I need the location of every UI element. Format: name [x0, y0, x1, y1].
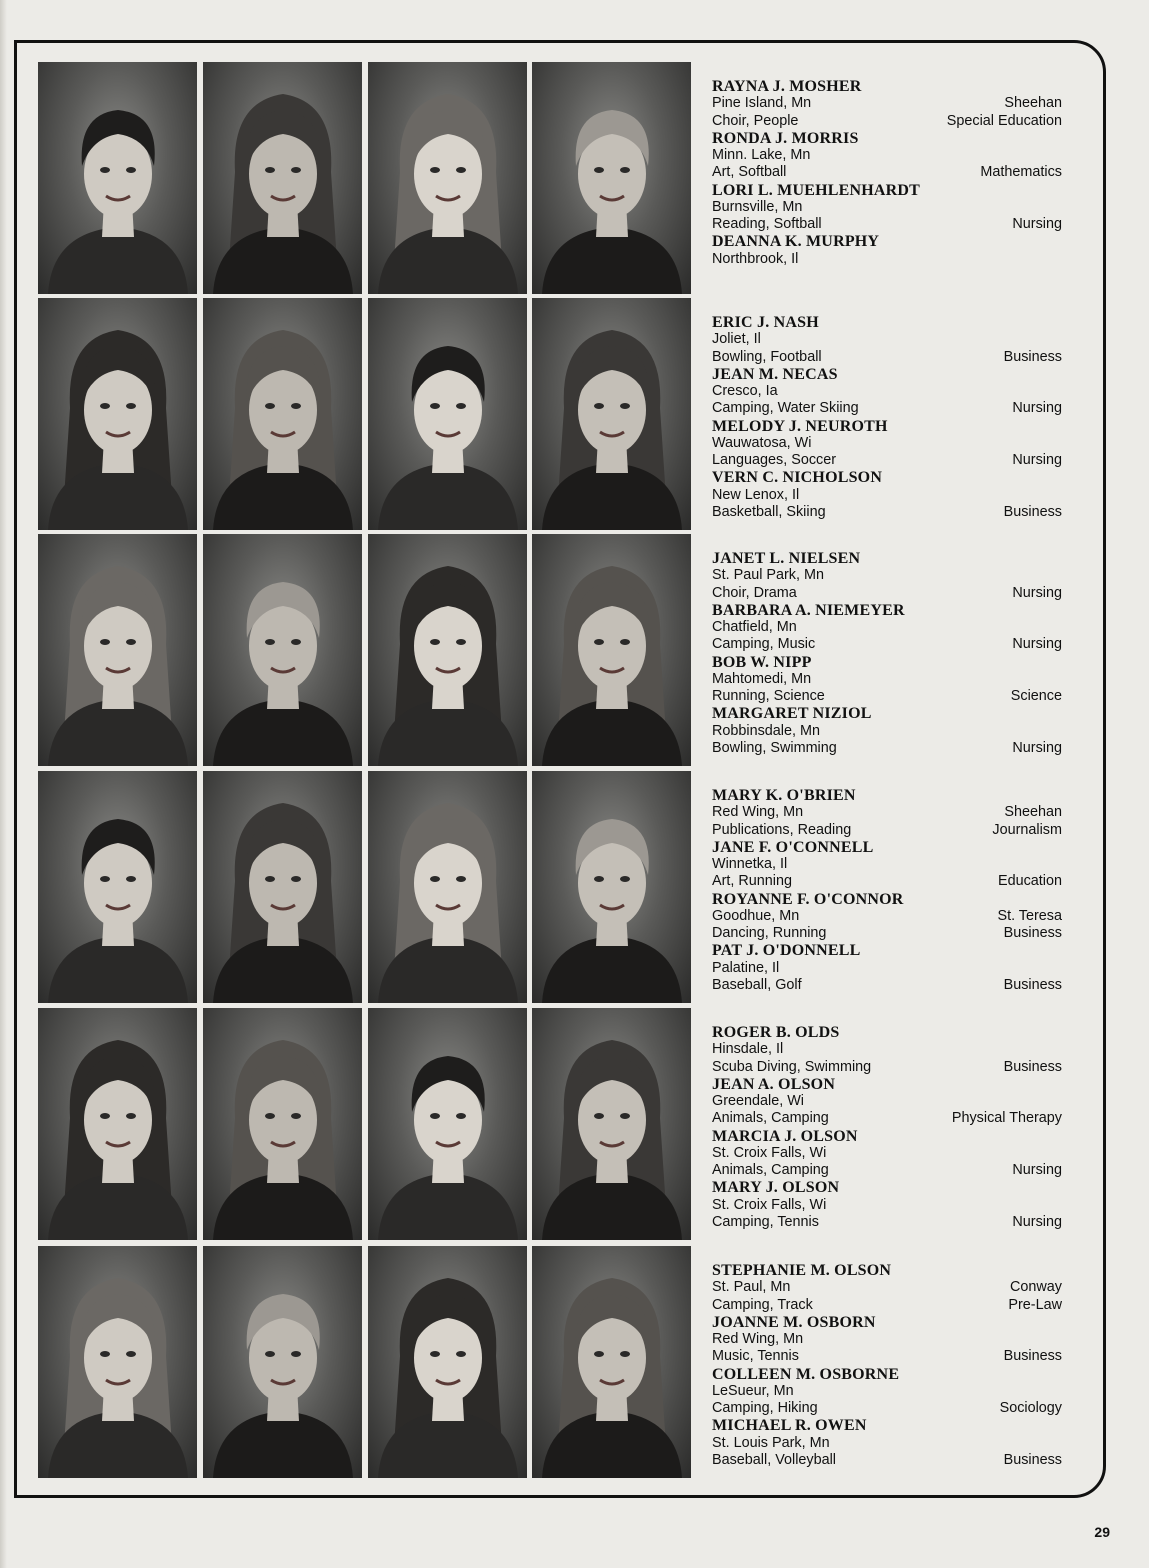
student-hometown: Minn. Lake, Mn [712, 147, 811, 164]
caption-line [712, 400, 1062, 417]
student-portrait [368, 771, 527, 1003]
student-activities: Running, Science [712, 688, 825, 705]
caption-line [712, 268, 1062, 285]
student-major-line-1: Sheehan [1004, 95, 1062, 112]
caption-line [712, 487, 1062, 504]
student-activities: Camping, Hiking [712, 1400, 818, 1417]
caption-line [712, 349, 1062, 366]
photo-strip [38, 1008, 698, 1240]
student-major-line-2: Nursing [1012, 584, 1062, 601]
student-activities: Choir, Drama [712, 584, 797, 601]
student-hometown: Cresco, Ia [712, 383, 778, 400]
student-hometown: Goodhue, Mn [712, 907, 800, 924]
student-portrait [203, 1008, 362, 1240]
student-captions [712, 1262, 1062, 1469]
student-hometown: Palatine, Il [712, 959, 780, 976]
caption-line [712, 567, 1062, 584]
caption-line [712, 435, 1062, 452]
student-portrait [203, 62, 362, 294]
student-portrait [38, 771, 197, 1003]
student-activities: Art, Running [712, 873, 792, 890]
caption-line [712, 740, 1062, 757]
student-portrait [38, 534, 197, 766]
caption-line [712, 908, 1062, 925]
student-entry [712, 654, 1062, 706]
student-name: BOB W. NIPP [712, 653, 812, 671]
student-activities: Dancing, Running [712, 925, 827, 942]
student-entry [712, 1076, 1062, 1128]
student-name: JEAN M. NECAS [712, 365, 838, 383]
student-hometown: Hinsdale, Il [712, 1041, 784, 1058]
student-name: JEAN A. OLSON [712, 1075, 836, 1093]
student-hometown: St. Louis Park, Mn [712, 1434, 830, 1451]
student-activities: Camping, Tennis [712, 1213, 819, 1230]
caption-line [712, 1162, 1062, 1179]
student-activities: Camping, Music [712, 636, 816, 653]
caption-line [712, 1059, 1062, 1076]
student-hometown: Greendale, Wi [712, 1093, 804, 1110]
student-major-line-2: Nursing [1012, 739, 1062, 756]
student-hometown: St. Croix Falls, Wi [712, 1144, 827, 1161]
student-entry [712, 1179, 1062, 1231]
caption-line [712, 1214, 1062, 1231]
student-entry [712, 1417, 1062, 1469]
student-portrait [38, 1246, 197, 1478]
student-major-line-2: Business [1003, 976, 1062, 993]
student-portrait [532, 1246, 691, 1478]
student-major-line-2: Special Education [946, 112, 1062, 129]
student-activities: Music, Tennis [712, 1348, 799, 1365]
student-hometown: St. Paul Park, Mn [712, 567, 824, 584]
student-entry [712, 602, 1062, 654]
caption-line [712, 452, 1062, 469]
photo-strip [38, 771, 698, 1003]
student-name: ROYANNE F. O'CONNOR [712, 890, 904, 908]
student-name: VERN C. NICHOLSON [712, 469, 883, 487]
student-entry [712, 1262, 1062, 1314]
student-portrait [368, 1246, 527, 1478]
student-entry [712, 1314, 1062, 1366]
caption-line [712, 822, 1062, 839]
student-portrait [532, 1008, 691, 1240]
student-activities: Basketball, Skiing [712, 503, 826, 520]
caption-line [712, 1297, 1062, 1314]
student-activities: Art, Softball [712, 164, 787, 181]
caption-line [712, 856, 1062, 873]
student-name: MARY K. O'BRIEN [712, 787, 856, 804]
student-portrait [38, 298, 197, 530]
caption-line [712, 1093, 1062, 1110]
student-entry [712, 942, 1062, 994]
caption-line [712, 1348, 1062, 1365]
student-name: JANET L. NIELSEN [712, 550, 861, 567]
student-major-line-2: Education [997, 873, 1062, 890]
student-hometown: Winnetka, Il [712, 856, 788, 873]
student-portrait [532, 771, 691, 1003]
student-captions [712, 550, 1062, 757]
caption-line [712, 1331, 1062, 1348]
caption-line [712, 1110, 1062, 1127]
student-name: STEPHANIE M. OLSON [712, 1262, 892, 1279]
student-activities: Animals, Camping [712, 1110, 829, 1127]
student-entry [712, 891, 1062, 943]
student-activities: Baseball, Volleyball [712, 1451, 836, 1468]
yearbook-row [38, 62, 1073, 294]
student-portrait [368, 62, 527, 294]
student-entry [712, 130, 1062, 182]
student-activities: Scuba Diving, Swimming [712, 1058, 872, 1075]
page-number: 29 [1094, 1524, 1110, 1540]
caption-line [712, 804, 1062, 821]
caption-line [712, 1452, 1062, 1469]
student-major-line-2: Nursing [1012, 1213, 1062, 1230]
student-hometown: Pine Island, Mn [712, 95, 812, 112]
caption-line [712, 504, 1062, 521]
student-entry [712, 1128, 1062, 1180]
student-activities: Bowling, Swimming [712, 739, 837, 756]
student-hometown: Joliet, Il [712, 331, 761, 348]
caption-line [712, 113, 1062, 130]
student-name: JANE F. O'CONNELL [712, 838, 874, 856]
student-major-line-2: Business [1003, 503, 1062, 520]
yearbook-row [38, 298, 1073, 530]
student-name: RAYNA J. MOSHER [712, 78, 862, 95]
caption-line [712, 1145, 1062, 1162]
student-name: ERIC J. NASH [712, 314, 819, 331]
student-captions [712, 787, 1062, 994]
student-name: MARY J. OLSON [712, 1179, 840, 1197]
student-captions [712, 314, 1062, 521]
student-major-line-2: Sociology [999, 1400, 1062, 1417]
student-hometown: Mahtomedi, Mn [712, 670, 812, 687]
student-entry [712, 78, 1062, 130]
student-hometown: St. Paul, Mn [712, 1279, 791, 1296]
caption-line [712, 723, 1062, 740]
caption-line [712, 960, 1062, 977]
student-activities: Languages, Soccer [712, 452, 837, 469]
student-name: DEANNA K. MURPHY [712, 233, 880, 251]
caption-line [712, 216, 1062, 233]
student-captions [712, 78, 1062, 285]
student-hometown: Robbinsdale, Mn [712, 722, 820, 739]
student-name: MARGARET NIZIOL [712, 705, 872, 723]
student-hometown: St. Croix Falls, Wi [712, 1196, 827, 1213]
photo-strip [38, 298, 698, 530]
caption-line [712, 1435, 1062, 1452]
caption-line [712, 1279, 1062, 1296]
caption-line [712, 585, 1062, 602]
photo-strip [38, 1246, 698, 1478]
student-hometown: Chatfield, Mn [712, 619, 797, 636]
student-portrait [38, 62, 197, 294]
student-major-line-2: Nursing [1012, 636, 1062, 653]
student-name: MICHAEL R. OWEN [712, 1417, 867, 1435]
student-hometown: New Lenox, Il [712, 486, 800, 503]
student-major-line-1: St. Teresa [997, 907, 1062, 924]
student-activities: Bowling, Football [712, 348, 822, 365]
caption-line [712, 671, 1062, 688]
caption-line [712, 1383, 1062, 1400]
student-major-line-2: Business [1003, 1348, 1062, 1365]
student-major-line-2: Nursing [1012, 1162, 1062, 1179]
student-name: COLLEEN M. OSBORNE [712, 1365, 900, 1383]
caption-line [712, 164, 1062, 181]
photo-strip [38, 534, 698, 766]
student-portrait [203, 771, 362, 1003]
photo-strip [38, 62, 698, 294]
student-major-line-1: Conway [1010, 1279, 1062, 1296]
caption-line [712, 619, 1062, 636]
student-major-line-2: Physical Therapy [951, 1110, 1062, 1127]
student-name: LORI L. MUEHLENHARDT [712, 181, 921, 199]
student-entry [712, 469, 1062, 521]
caption-line [712, 199, 1062, 216]
student-entry [712, 705, 1062, 757]
student-name: MELODY J. NEUROTH [712, 417, 888, 435]
student-portrait [532, 62, 691, 294]
student-activities: Choir, People [712, 112, 799, 129]
student-major-line-2: Journalism [992, 821, 1062, 838]
yearbook-row [38, 771, 1073, 1003]
caption-line [712, 95, 1062, 112]
caption-line [712, 873, 1062, 890]
student-hometown: Northbrook, Il [712, 250, 799, 267]
student-major-line-2: Business [1003, 925, 1062, 942]
caption-line [712, 1400, 1062, 1417]
student-major-line-2: Business [1003, 1058, 1062, 1075]
student-entry [712, 1366, 1062, 1418]
student-activities: Publications, Reading [712, 821, 852, 838]
student-name: MARCIA J. OLSON [712, 1127, 858, 1145]
student-activities: Baseball, Golf [712, 976, 802, 993]
student-entry [712, 182, 1062, 234]
student-portrait [203, 298, 362, 530]
student-hometown: Red Wing, Mn [712, 804, 804, 821]
caption-line [712, 147, 1062, 164]
caption-line [712, 251, 1062, 268]
caption-line [712, 1041, 1062, 1058]
student-name: PAT J. O'DONNELL [712, 942, 861, 960]
student-hometown: LeSueur, Mn [712, 1382, 794, 1399]
caption-line [712, 688, 1062, 705]
student-activities: Camping, Track [712, 1296, 813, 1313]
student-major-line-2: Mathematics [980, 164, 1062, 181]
student-portrait [532, 298, 691, 530]
student-name: RONDA J. MORRIS [712, 129, 859, 147]
student-entry [712, 550, 1062, 602]
caption-line [712, 977, 1062, 994]
student-name: ROGER B. OLDS [712, 1024, 840, 1041]
student-major-line-2: Pre-Law [1008, 1296, 1062, 1313]
student-major-line-2: Nursing [1012, 216, 1062, 233]
student-entry [712, 314, 1062, 366]
page-edge [0, 0, 7, 1568]
student-hometown: Red Wing, Mn [712, 1331, 804, 1348]
student-portrait [368, 298, 527, 530]
student-portrait [368, 1008, 527, 1240]
student-portrait [38, 1008, 197, 1240]
student-name: BARBARA A. NIEMEYER [712, 601, 905, 619]
student-captions [712, 1024, 1062, 1231]
yearbook-row [38, 1008, 1073, 1240]
student-portrait [203, 1246, 362, 1478]
student-major-line-2: Business [1003, 348, 1062, 365]
student-major-line-2: Nursing [1012, 400, 1062, 417]
caption-line [712, 1197, 1062, 1214]
student-entry [712, 787, 1062, 839]
student-major-line-2: Science [1010, 688, 1062, 705]
student-activities: Animals, Camping [712, 1162, 829, 1179]
yearbook-row [38, 1246, 1073, 1478]
student-entry [712, 1024, 1062, 1076]
student-entry [712, 839, 1062, 891]
student-activities: Camping, Water Skiing [712, 400, 859, 417]
caption-line [712, 925, 1062, 942]
student-entry [712, 233, 1062, 285]
student-major-line-2: Nursing [1012, 452, 1062, 469]
caption-line [712, 331, 1062, 348]
student-name: JOANNE M. OSBORN [712, 1313, 876, 1331]
student-hometown: Burnsville, Mn [712, 198, 803, 215]
student-major-line-2: Business [1003, 1451, 1062, 1468]
student-entry [712, 418, 1062, 470]
caption-line [712, 383, 1062, 400]
student-portrait [203, 534, 362, 766]
student-entry [712, 366, 1062, 418]
student-activities: Reading, Softball [712, 216, 822, 233]
student-major-line-1: Sheehan [1004, 804, 1062, 821]
caption-line [712, 636, 1062, 653]
student-portrait [368, 534, 527, 766]
student-portrait [532, 534, 691, 766]
student-hometown: Wauwatosa, Wi [712, 434, 812, 451]
yearbook-row [38, 534, 1073, 766]
